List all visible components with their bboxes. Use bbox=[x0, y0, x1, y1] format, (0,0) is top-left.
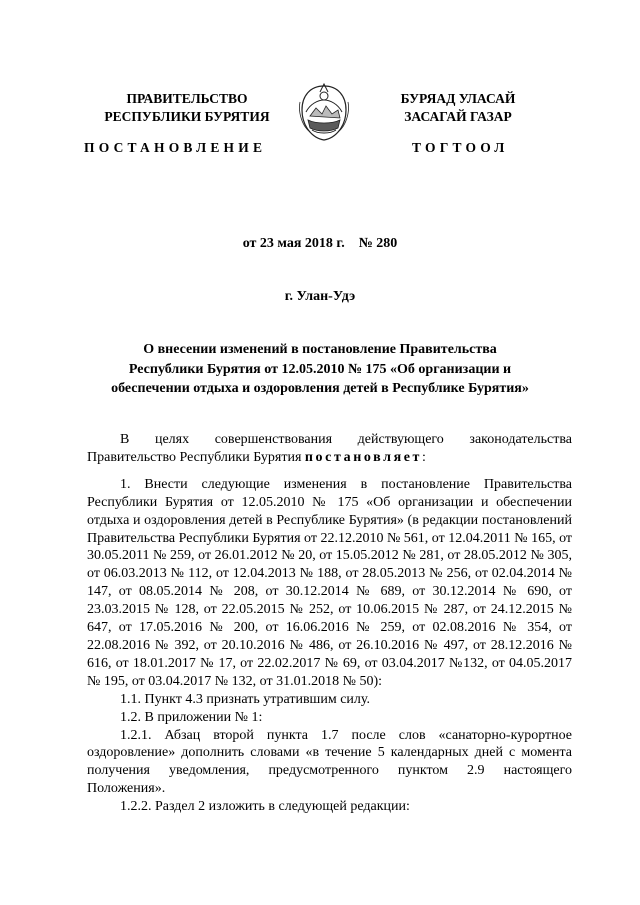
government-name-ru bbox=[92, 90, 282, 126]
title-line1: О внесении изменений в постановление Правительства bbox=[143, 342, 497, 357]
paragraph-1-1: 1.1. Пункт 4.3 признать утратившим силу. bbox=[120, 691, 370, 707]
document-body bbox=[87, 431, 572, 816]
title-line2: Республики Бурятия от 12.05.2010 № 175 «Об организации и bbox=[128, 361, 512, 377]
document-title bbox=[0, 340, 640, 399]
doc-type-bua: ТОГТООЛ bbox=[412, 140, 509, 155]
title-line3: обеспечении отдыха и оздоровления детей в Республике Бурятия» bbox=[111, 381, 529, 396]
paragraph-1-2-2: 1.2.2. Раздел 2 изложить в следующей редакции: bbox=[120, 799, 410, 815]
government-name-bua-line1: БУРЯАД УЛАСАЙ bbox=[400, 91, 516, 106]
decree-word: постановляет bbox=[304, 449, 423, 465]
paragraph-1: 1. Внести следующие изменения в постановление Правительства Республики Бурятия от 12.05.2010 № 175 «Об организации и обеспечении отдыха и оздоровления детей в Республике Бурятия» (в редакции постановлений Правительства Республики Бурятия от 22.12.2010 № 561, от 12.04.2011 № 165, от 30.05.2011 № 259, от 26.01.2012 № 20, от 15.05.2012 № 281, от 28.05.2012 № 305, от 06.03.2013 № 112, от 12.04.2013 № 188, от 28.05.2013 № 256, от 02.04.2014 № 147, от 08.05.2014 № 208, от 30.12.2014 № 689, от 30.12.2014 № 690, от 23.03.2015 № 128, от 22.05.2015 № 252, от 10.06.2015 № 287, от 24.12.2015 № 647, от 17.05.2016 № 200, от 16.06.2016 № 259, от 02.08.2016 № 354, от 22.08.2016 № 392, от 20.10.2016 № 486, от 26.10.2016 № 497, от 28.12.2016 № 616, от 18.01.2017 № 17, от 22.02.2017 № 69, от 03.04.2017 №132, от 04.05.2017 № 195, от 03.04.2017 № 132, от 31.01.2018 № 50): bbox=[87, 476, 573, 689]
government-name-bua bbox=[378, 90, 538, 126]
coat-of-arms-icon bbox=[296, 82, 352, 144]
government-name-ru-line2: РЕСПУБЛИКИ БУРЯТИЯ bbox=[104, 109, 270, 124]
city: г. Улан-Удэ bbox=[284, 289, 356, 304]
preamble-colon: : bbox=[422, 449, 426, 465]
preamble-text: В целях совершенствования действующего законодательства Правительство Республики Бурятия bbox=[87, 432, 572, 465]
government-name-ru-line1: ПРАВИТЕЛЬСТВО bbox=[126, 91, 248, 106]
paragraph-1-2: 1.2. В приложении № 1: bbox=[120, 709, 263, 725]
paragraph-1-2-1: 1.2.1. Абзац второй пункта 1.7 после слов «санаторно-курортное оздоровление» дополнить словами «в течение 5 календарных дней с момента получения уведомления, предусмотренного пунктом 2.9 настоящего Положения». bbox=[87, 727, 572, 797]
doc-type-ru: ПОСТАНОВЛЕНИЕ bbox=[84, 140, 267, 155]
date-line: от 23 мая 2018 г. № 280 bbox=[242, 236, 398, 251]
preamble bbox=[87, 431, 572, 467]
government-name-bua-line2: ЗАСАГАЙ ГАЗАР bbox=[404, 109, 512, 124]
